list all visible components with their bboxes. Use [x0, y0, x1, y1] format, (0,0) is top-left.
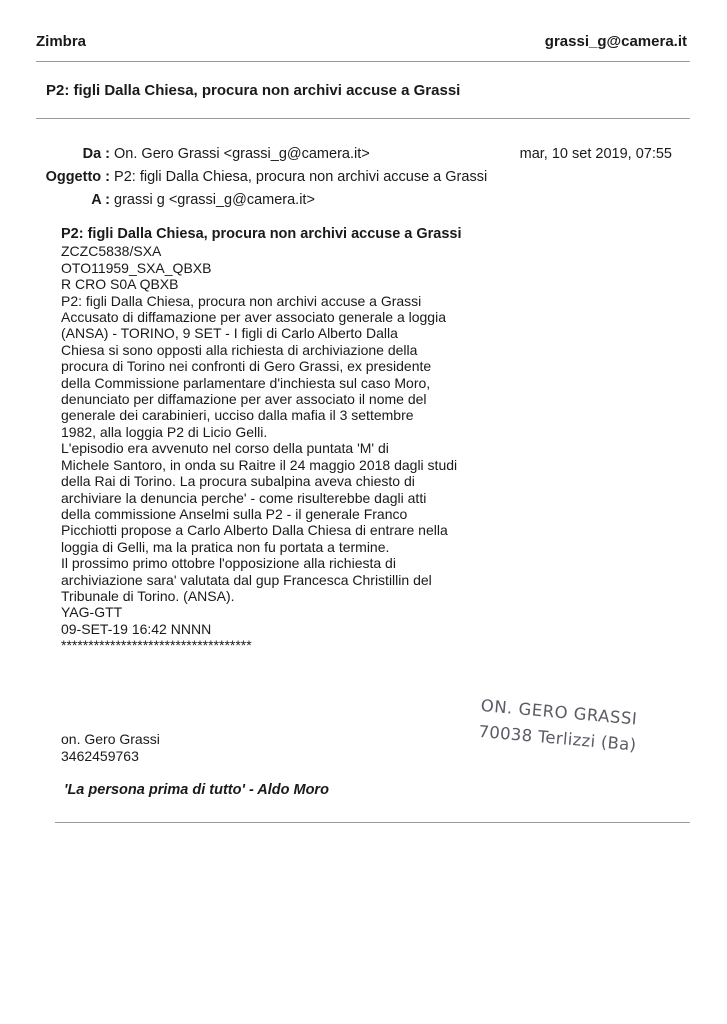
title-divider: [36, 118, 690, 119]
from-value: On. Gero Grassi <grassi_g@camera.it>: [114, 146, 370, 162]
from-label: Da :: [82, 146, 110, 162]
signature-phone: 3462459763: [61, 748, 139, 764]
stamp-address: 70038 Terlizzi (Ba): [477, 721, 638, 755]
subject-value: P2: figli Dalla Chiesa, procura non archivi accuse a Grassi: [114, 169, 488, 185]
body-line: loggia di Gelli, ma la pratica non fu portata a termine.: [61, 538, 390, 555]
signature-quote: 'La persona prima di tutto' - Aldo Moro: [64, 782, 329, 798]
subject-label: Oggetto :: [45, 169, 110, 185]
body-line: Tribunale di Torino. (ANSA).: [61, 587, 235, 604]
subject-row: [0, 169, 487, 185]
user-email: grassi_g@camera.it: [544, 33, 687, 50]
body-line: procura di Torino nei confronti di Gero Grassi, ex presidente: [61, 358, 432, 375]
to-row: [0, 192, 315, 208]
body-line: della Rai di Torino. La procura subalpina aveva chiesto di: [61, 473, 415, 490]
body-line: YAG-GTT: [61, 604, 123, 621]
to-value: grassi g <grassi_g@camera.it>: [114, 192, 315, 208]
body-line: ***********************************: [61, 637, 252, 654]
message-date: mar, 10 set 2019, 07:55: [519, 146, 672, 162]
body-line: Michele Santoro, in onda su Raitre il 24 maggio 2018 dagli studi: [61, 456, 458, 473]
body-line: P2: figli Dalla Chiesa, procura non archivi accuse a Grassi: [61, 292, 422, 309]
body-line: OTO11959_SXA_QBXB: [61, 259, 212, 276]
body-line: 09-SET-19 16:42 NNNN: [61, 620, 212, 637]
body-title: P2: figli Dalla Chiesa, procura non archivi accuse a Grassi: [61, 226, 462, 242]
body-line: 1982, alla loggia P2 di Licio Gelli.: [61, 423, 268, 440]
body-line: Il prossimo primo ottobre l'opposizione alla richiesta di: [61, 555, 396, 572]
body-line: archiviazione sara' valutata dal gup Francesca Christillin del: [61, 571, 432, 588]
signature-name: on. Gero Grassi: [61, 731, 160, 747]
body-line: Accusato di diffamazione per aver associato generale a loggia: [61, 309, 446, 326]
body-line: ZCZC5838/SXA: [61, 243, 162, 260]
body-line: Picchiotti propose a Carlo Alberto Dalla Chiesa di entrare nella: [61, 522, 448, 539]
body-line: denunciato per diffamazione per aver associato il nome del: [61, 391, 427, 408]
to-label: A :: [91, 192, 110, 208]
message-body: [61, 226, 541, 654]
body-line: Chiesa si sono opposti alla richiesta di archiviazione della: [61, 341, 418, 358]
footer-divider: [55, 822, 690, 823]
stamp-name: ON. GERO GRASSI: [480, 695, 639, 729]
header-divider: [36, 61, 690, 62]
signature: [61, 731, 160, 765]
body-line: della Commissione parlamentare d'inchiesta sul caso Moro,: [61, 374, 431, 391]
body-line: R CRO S0A QBXB: [61, 276, 179, 293]
body-line: (ANSA) - TORINO, 9 SET - I figli di Carlo Alberto Dalla: [61, 325, 398, 342]
body-line: L'episodio era avvenuto nel corso della puntata 'M' di: [61, 440, 389, 457]
body-line: della commissione Anselmi sulla P2 - il generale Franco: [61, 505, 408, 522]
address-stamp: [477, 693, 639, 759]
page-title: P2: figli Dalla Chiesa, procura non archivi accuse a Grassi: [46, 82, 461, 99]
body-line: archiviare la denuncia perche' - come risulterebbe dagli atti: [61, 489, 427, 506]
from-row: [0, 146, 370, 162]
body-line: generale dei carabinieri, ucciso dalla mafia il 3 settembre: [61, 407, 414, 424]
app-name: Zimbra: [36, 33, 87, 50]
